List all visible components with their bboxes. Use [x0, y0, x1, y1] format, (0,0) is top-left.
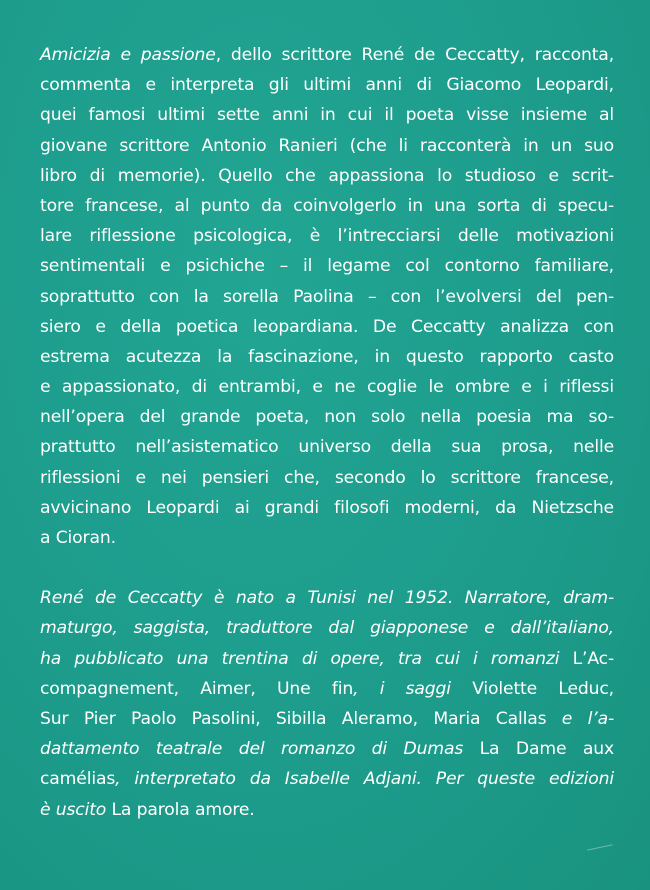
text-line — [40, 131, 614, 161]
pencil-mark — [585, 836, 612, 850]
text-segment: giovane scrittore Antonio Ranieri (che li racconterà in un suo — [40, 135, 614, 156]
text-line — [40, 463, 614, 493]
text-segment: libro di memorie). Quello che appassiona lo studioso e scrit- — [40, 165, 614, 186]
text-segment: René de Ceccatty è nato a Tunisi nel 1952. Narratore, dram- — [40, 588, 614, 609]
text-line — [40, 342, 614, 372]
text-segment: , interpretato da Isabelle Adjani. Per queste edizioni — [115, 769, 614, 790]
text-segment: , dello scrittore René de Ceccatty, racconta, — [215, 45, 615, 65]
text-line — [40, 674, 614, 704]
text-segment: tore francese, al punto da coinvolgerlo in una sorta di specu- — [40, 195, 614, 216]
text-segment: compagnement, Aimer, Une fin — [40, 678, 354, 699]
text-segment: sentimentali e psichiche – il legame col contorno familiare, — [40, 256, 614, 277]
text-segment: camélias — [40, 769, 116, 790]
text-line — [40, 221, 614, 251]
text-line — [40, 70, 614, 100]
text-line — [40, 402, 614, 432]
text-line — [40, 734, 614, 764]
text-line — [40, 704, 614, 734]
text-segment: avvicinano Leopardi ai grandi filosofi moderni, da Nietzsche — [40, 497, 614, 518]
synopsis-paragraph — [40, 40, 614, 553]
text-line — [40, 764, 614, 794]
text-segment: quei famosi ultimi sette anni in cui il poeta visse insieme al — [40, 105, 614, 126]
text-segment: L’Ac- — [572, 648, 614, 669]
text-line — [40, 372, 614, 402]
text-segment: nell’opera del grande poeta, non solo nella poesia ma so- — [40, 407, 614, 428]
text-segment: soprattutto con la sorella Paolina – con l’evolversi del pen- — [40, 286, 614, 307]
text-segment: La Dame aux — [479, 739, 614, 760]
text-segment: e l’a- — [546, 708, 614, 729]
text-segment: Sur Pier Paolo Pasolini, Sibilla Aleramo, Maria Callas — [40, 708, 547, 729]
text-segment: è uscito — [40, 799, 112, 820]
text-segment: riflessioni e nei pensieri che, secondo lo scrittore francese, — [40, 467, 614, 488]
text-line — [40, 523, 614, 553]
text-segment: commenta e interpreta gli ultimi anni di Giacomo Leopardi, — [40, 75, 614, 96]
text-line — [40, 100, 614, 130]
author-bio-paragraph — [40, 583, 614, 825]
text-line — [40, 432, 614, 462]
text-segment: lare riflessione psicologica, è l’intrecciarsi delle motivazioni — [40, 226, 614, 247]
text-segment: Violette Leduc, — [472, 678, 614, 699]
text-segment: e appassionato, di entrambi, e ne coglie le ombre e i riflessi — [40, 377, 614, 398]
text-line — [40, 251, 614, 281]
text-line — [40, 161, 614, 191]
text-segment: Amicizia e passione — [40, 45, 216, 65]
text-line — [40, 613, 614, 643]
text-line — [40, 583, 614, 613]
text-segment: siero e della poetica leopardiana. De Ceccatty analizza con — [40, 316, 614, 337]
text-segment: La parola amore. — [111, 799, 255, 820]
text-segment: dattamento teatrale del romanzo di Dumas — [40, 739, 480, 760]
text-line — [40, 795, 614, 825]
text-segment: a Cioran. — [40, 528, 116, 548]
text-line — [40, 40, 614, 70]
text-line — [40, 282, 614, 312]
back-cover-text — [40, 40, 614, 825]
text-line — [40, 312, 614, 342]
text-segment: ha pubblicato una trentina di opere, tra cui i romanzi — [40, 648, 573, 669]
text-line — [40, 493, 614, 523]
text-segment: estrema acutezza la fascinazione, in questo rapporto casto — [40, 346, 614, 367]
text-segment: prattutto nell’asistematico universo della sua prosa, nelle — [40, 437, 614, 458]
text-segment: , i saggi — [353, 678, 473, 699]
paragraph-gap — [40, 553, 614, 583]
text-segment: maturgo, saggista, traduttore dal giapponese e dall’italiano, — [40, 618, 614, 639]
text-line — [40, 644, 614, 674]
text-line — [40, 191, 614, 221]
